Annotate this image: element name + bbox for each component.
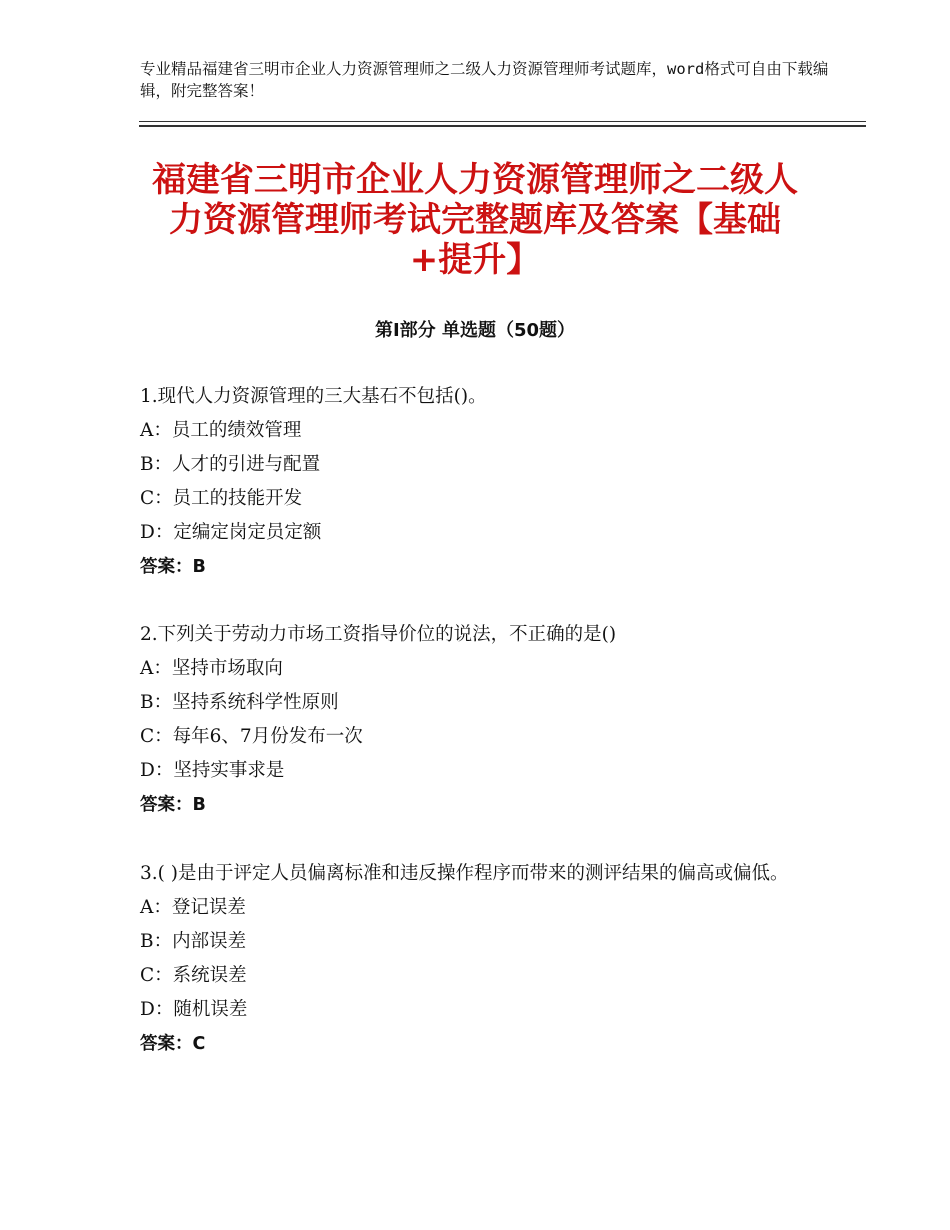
- header-rule: [139, 121, 866, 122]
- option-a: A：登记误差: [140, 897, 246, 918]
- option-a: A：员工的绩效管理: [140, 420, 302, 441]
- option-c: C：每年6、7月份发布一次: [140, 726, 363, 747]
- answer: 答案：B: [140, 557, 206, 577]
- document-title: 福建省三明市企业人力资源管理师之二级人力资源管理师考试完整题库及答案【基础+提升】: [152, 160, 798, 280]
- option-b: B：内部误差: [140, 931, 247, 952]
- question-1: [140, 380, 810, 584]
- question-2: [140, 618, 810, 822]
- question-3: [140, 857, 810, 1061]
- header-rule-thick: [139, 125, 866, 127]
- option-b: B：人才的引进与配置: [140, 454, 321, 475]
- answer: 答案：B: [140, 795, 206, 815]
- option-a: A：坚持市场取向: [140, 658, 283, 679]
- question-stem: 2.下列关于劳动力市场工资指导价位的说法，不正确的是(): [140, 624, 617, 645]
- option-c: C：系统误差: [140, 965, 247, 986]
- option-d: D：定编定岗定员定额: [140, 522, 322, 543]
- header-note: 专业精品福建省三明市企业人力资源管理师之二级人力资源管理师考试题库，word格式可自由下载编辑，附完整答案！: [140, 60, 829, 100]
- section-heading: 第Ⅰ部分 单选题（50题）: [374, 320, 575, 341]
- option-d: D：随机误差: [140, 999, 248, 1020]
- question-stem: 1.现代人力资源管理的三大基石不包括()。: [140, 386, 487, 407]
- option-d: D：坚持实事求是: [140, 760, 285, 781]
- answer: 答案：C: [140, 1034, 206, 1054]
- question-stem: 3.( )是由于评定人员偏离标准和违反操作程序而带来的测评结果的偏高或偏低。: [140, 863, 789, 884]
- option-b: B：坚持系统科学性原则: [140, 692, 339, 713]
- option-c: C：员工的技能开发: [140, 488, 303, 509]
